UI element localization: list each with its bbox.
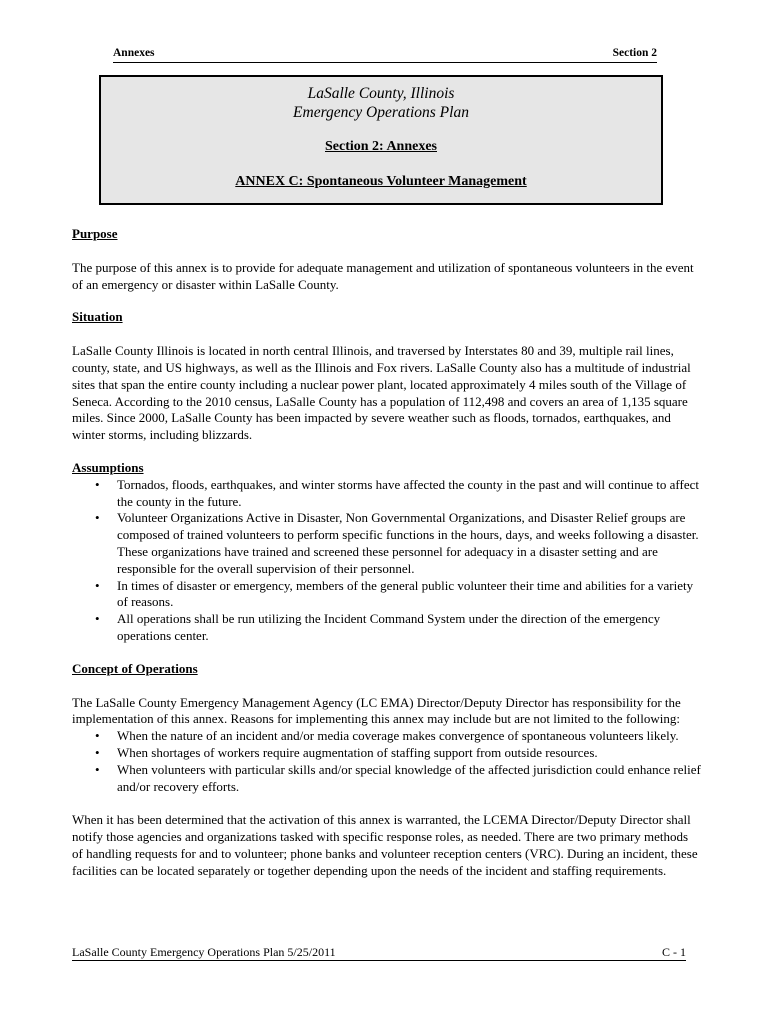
- footer-title: LaSalle County Emergency Operations Plan 5/25/2011: [72, 945, 336, 959]
- list-item: • When shortages of workers require augmentation of staffing support from outside resources.: [72, 745, 702, 762]
- page-footer: [72, 944, 686, 961]
- list-item: • When the nature of an incident and/or media coverage makes convergence of spontaneous volunteers likely.: [72, 728, 702, 745]
- concept-heading: Concept of Operations: [72, 660, 198, 676]
- list-item: • Tornados, floods, earthquakes, and winter storms have affected the county in the past and will continue to affect the county in the future.: [72, 477, 702, 511]
- list-item: • In times of disaster or emergency, members of the general public volunteer their time and abilities for a variety of reasons.: [72, 578, 702, 612]
- assumptions-heading: Assumptions: [72, 459, 144, 475]
- list-item: • All operations shall be run utilizing the Incident Command System under the direction of the emergency operations center.: [72, 611, 702, 645]
- header-left: Annexes: [113, 47, 155, 59]
- title-annex: ANNEX C: Spontaneous Volunteer Management: [235, 174, 527, 189]
- situation-text: LaSalle County Illinois is located in north central Illinois, and traversed by Interstates 80 and 39, multiple rail lines, county, state, and US highways, as well as the Illinois and Fox rivers. LaSalle County also has a multitude of industrial sites that span the entire county including a nuclear power plant, located approximately 4 miles south of the Village of Seneca. According to the 2010 census, LaSalle County has a population of 112,498 and covers an area of 1,135 square miles. Since 2000, LaSalle County has been impacted by severe weather such as floods, tornados, earthquakes, and winter storms, including blizzards.: [72, 343, 691, 443]
- purpose-heading: Purpose: [72, 226, 118, 241]
- document-body: [72, 226, 702, 880]
- purpose-text: The purpose of this annex is to provide for adequate management and utilization of spontaneous volunteers in the event of an emergency or disaster within LaSalle County.: [72, 259, 694, 292]
- concept-list: [72, 728, 702, 795]
- list-item: • When volunteers with particular skills and/or special knowledge of the affected jurisdiction could enhance relief and/or recovery efforts.: [72, 762, 702, 796]
- concept-intro: The LaSalle County Emergency Management Agency (LC EMA) Director/Deputy Director has responsibility for the implementation of this annex. Reasons for implementing this annex may include but are not limited to the following:: [72, 694, 681, 727]
- title-plan: Emergency Operations Plan: [293, 104, 469, 121]
- list-item: • Volunteer Organizations Active in Disaster, Non Governmental Organizations, and Disaster Relief groups are composed of trained volunteers to perform specific functions in the hours, days, and weeks following a disaster. These organizations have trained and screened these personnel for adequacy in a disaster setting and are responsible for the overall supervision of their personnel.: [72, 510, 702, 577]
- title-county: LaSalle County, Illinois: [307, 85, 455, 102]
- header-right: Section 2: [612, 47, 657, 59]
- title-box: [99, 75, 663, 205]
- concept-closing: When it has been determined that the activation of this annex is warranted, the LCEMA Director/Deputy Director shall notify those agencies and organizations tasked with specific response roles, as needed. There are two primary methods of handling requests for and to volunteer; phone banks and volunteer reception centers (VRC). During an incident, these facilities can be located separately or together depending upon the needs of the incident and staffing requirements.: [72, 812, 698, 878]
- page-number: C - 1: [662, 945, 686, 959]
- assumptions-list: [72, 477, 702, 645]
- running-header: [113, 46, 657, 63]
- title-section: Section 2: Annexes: [325, 139, 437, 154]
- situation-heading: Situation: [72, 309, 123, 325]
